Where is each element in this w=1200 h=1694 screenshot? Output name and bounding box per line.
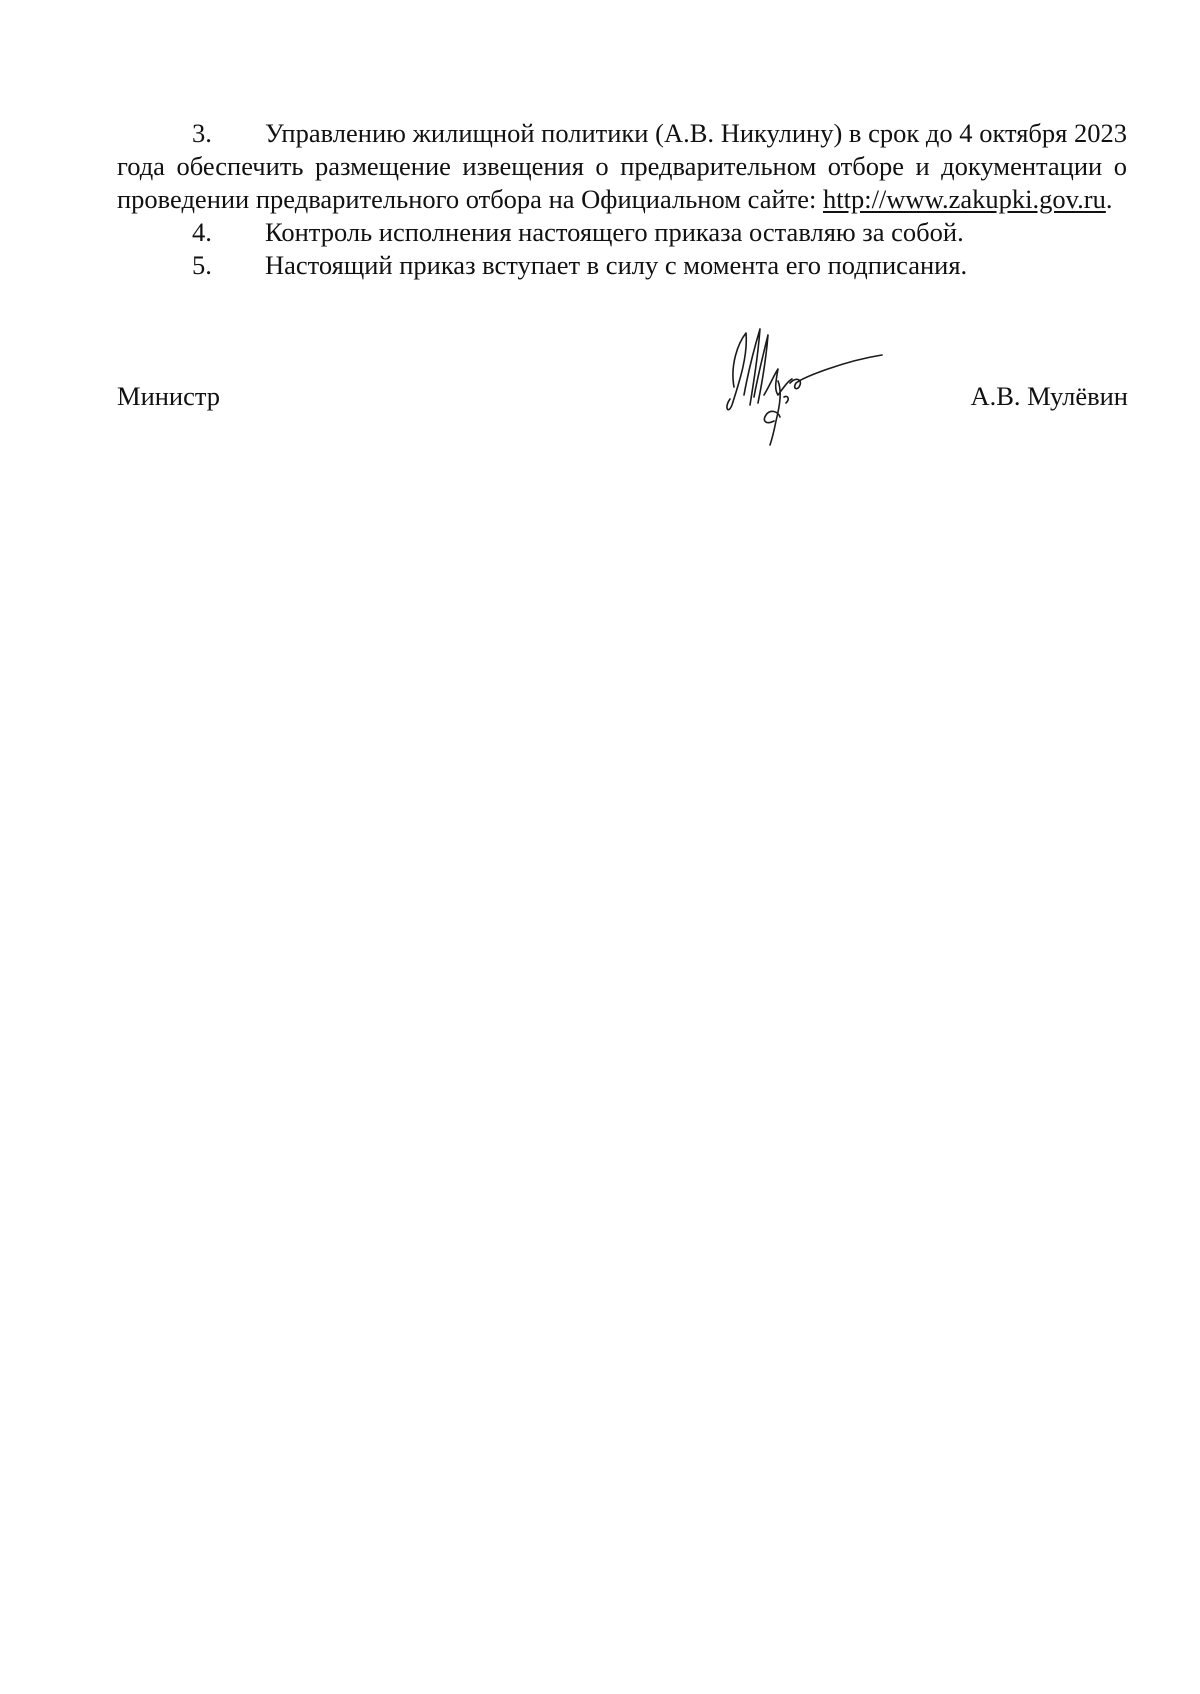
paragraph-3-text: Управлению жилищной политики (А.В. Никулину) в срок до 4 октября 2023 года обеспечить размещение извещения о предварительном отборе и документации о проведении предварительного отбора на Официальном сайте: (117, 118, 1127, 214)
paragraph-5 (117, 249, 1127, 282)
signatory-role: Министр (117, 381, 221, 411)
paragraph-4-text: Контроль исполнения настоящего приказа оставляю за собой. (265, 217, 964, 247)
paragraph-3 (117, 117, 1127, 216)
handwritten-signature (704, 325, 884, 455)
paragraph-4-number: 4. (192, 217, 212, 247)
zakupki-link[interactable]: http://www.zakupki.gov.ru (822, 184, 1106, 214)
signatory-name: А.В. Мулёвин (970, 381, 1128, 411)
paragraph-5-text: Настоящий приказ вступает в силу с момента его подписания. (265, 250, 968, 280)
paragraph-5-number: 5. (192, 250, 212, 280)
paragraph-3-number: 3. (192, 118, 212, 148)
paragraph-4 (117, 216, 1127, 249)
document-body (117, 117, 1127, 282)
paragraph-3-end: . (1105, 184, 1113, 214)
